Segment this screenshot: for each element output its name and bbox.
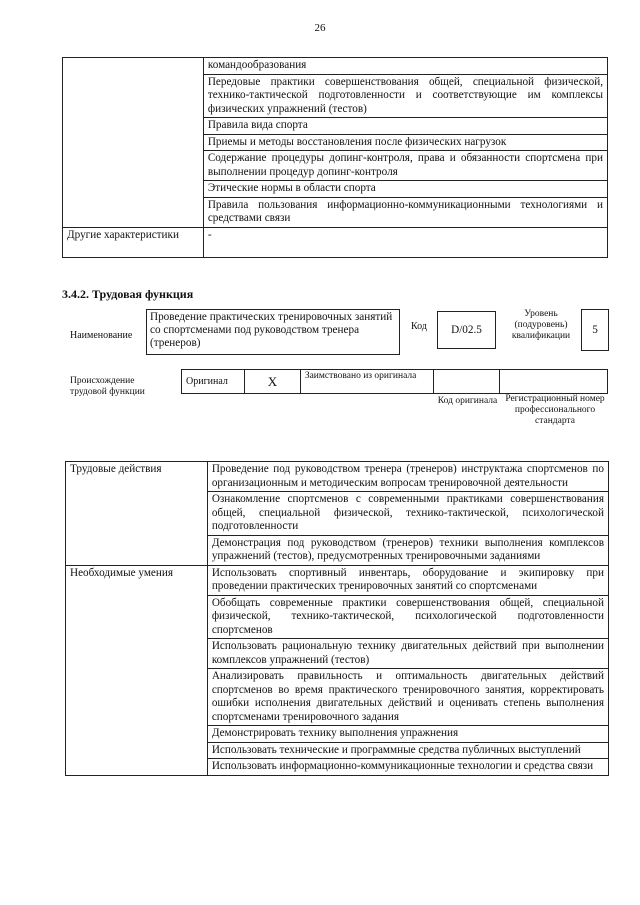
code-original-label: Код оригинала (437, 396, 498, 406)
knowledge-item: Передовые практики совершенствования общей, специальной физической, технико-тактической подготовленности и соответствующие им комплексы физических упражнений (тестов) (203, 74, 607, 118)
skill-item: Использовать информационно-коммуникационные технологии и средства связи (207, 759, 608, 776)
code-original-cell (433, 370, 500, 394)
section-title: 3.4.2. Трудовая функция (62, 287, 194, 301)
main-table (65, 461, 609, 776)
function-name-box (146, 309, 400, 355)
knowledge-item: Правила вида спорта (203, 118, 607, 135)
page-number: 26 (314, 22, 326, 34)
level-value: 5 (592, 323, 598, 336)
knowledge-item: Содержание процедуры допинг-контроля, права и обязанности спортсмена при выполнении процедур допинг-контроля (203, 151, 607, 181)
skill-item: Использовать спортивный инвентарь, оборудование и экипировку при проведении практических тренировочных занятий со спортсменами (207, 565, 608, 595)
skill-item: Использовать технические и программные средства публичных выступлений (207, 742, 608, 759)
original-label: Оригинал (182, 370, 245, 394)
knowledge-item: Этические нормы в области спорта (203, 181, 607, 198)
name-label: Наименование (70, 330, 133, 341)
labor-actions-label: Трудовые действия (66, 462, 208, 566)
reg-number-cell (500, 370, 608, 394)
skill-item: Анализировать правильность и оптимальность двигательных действий спортсменов во время практического тренировочного занятия, корректировать ошибки исполнения двигательных действий и оценивать степень выполнения спортсменами тренировочного задания (207, 669, 608, 726)
function-name-value: Проведение практических тренировочных занятий со спортсменами под руководством тренера (тренеров) (150, 311, 393, 349)
level-box (581, 309, 609, 351)
knowledge-item: Правила пользования информационно-коммуникационными технологиями и средствами связи (203, 197, 607, 227)
required-skills-label: Необходимые умения (66, 565, 208, 775)
reg-number-label: Регистрационный номер профессионального стандарта (505, 394, 605, 426)
skill-item: Использовать рациональную технику двигательных действий при выполнении комплексов упражнений (тестов) (207, 639, 608, 669)
borrowed-label: Заимствовано из оригинала (300, 370, 433, 394)
labor-action-item: Ознакомление спортсменов с современными практиками совершенствования общей, специальной физической, технико-тактической, психологической подготовленности (207, 492, 608, 536)
origin-table (181, 369, 608, 394)
left-empty-cell (63, 58, 204, 228)
origin-label: Происхождение трудовой функции (70, 376, 145, 397)
labor-action-item: Проведение под руководством тренера (тренеров) инструктажа спортсменов по организационным и методическим вопросам тренировочной деятельности (207, 462, 608, 492)
continued-line: командообразования (203, 58, 607, 75)
code-label: Код (411, 321, 427, 332)
other-characteristics-label: Другие характеристики (63, 227, 204, 257)
skill-item: Демонстрировать технику выполнения упражнения (207, 726, 608, 743)
knowledge-item: Приемы и методы восстановления после физических нагрузок (203, 134, 607, 151)
original-mark: X (244, 370, 300, 394)
labor-action-item: Демонстрация под руководством (тренеров) техники выполнения комплексов упражнений (тестов), предусмотренных тренировочными заданиями (207, 535, 608, 565)
other-characteristics-value: - (203, 227, 607, 257)
knowledge-table-continued (62, 57, 608, 258)
code-box (437, 311, 496, 349)
skill-item: Обобщать современные практики совершенствования общей, специальной физической, технико-тактической, психологической подготовленности спортсменов (207, 595, 608, 639)
qualification-level-label: Уровень (подуровень) квалификации (511, 309, 571, 341)
code-value: D/02.5 (451, 323, 482, 336)
